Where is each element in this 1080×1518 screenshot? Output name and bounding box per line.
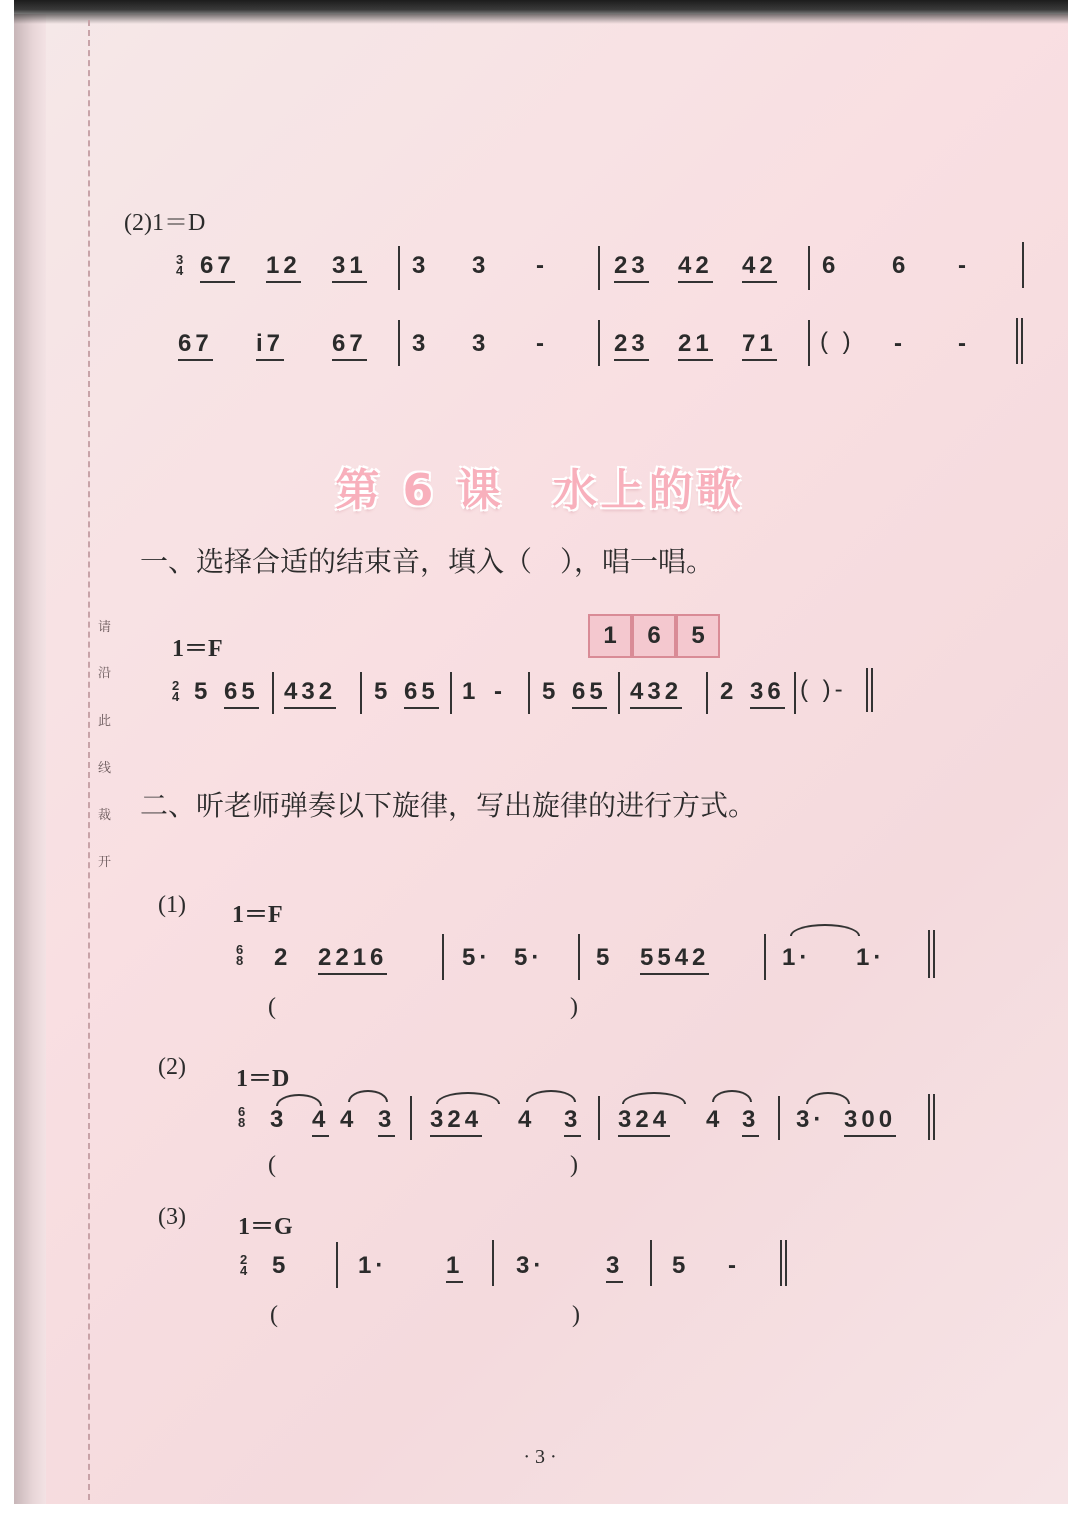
- cut-instruction-char: 线: [98, 761, 112, 776]
- item-label: (1): [158, 892, 186, 918]
- dash: -: [958, 330, 970, 357]
- bar-line: [442, 934, 444, 980]
- bar-line: [336, 1242, 338, 1288]
- cut-instruction-char: 此: [98, 714, 112, 729]
- note-group: i7: [256, 330, 284, 361]
- note: 3: [472, 252, 490, 279]
- final-bar-line: [780, 1240, 787, 1286]
- bar-line: [618, 672, 620, 714]
- answer-open-paren[interactable]: (: [268, 1152, 276, 1178]
- note: 5: [596, 944, 614, 971]
- time-signature: 6 8: [238, 1104, 246, 1130]
- note-group: 65: [572, 678, 607, 709]
- note-group: 67: [178, 330, 213, 361]
- final-bar-line: [928, 1094, 935, 1140]
- note: 3: [472, 330, 490, 357]
- bar-line: [528, 672, 530, 714]
- bar-line: [650, 1240, 652, 1286]
- bar-line: [598, 246, 600, 290]
- note-group: 324: [430, 1106, 482, 1137]
- note: 4: [340, 1106, 358, 1133]
- answer-close-paren[interactable]: ): [570, 994, 578, 1020]
- note: 1·: [358, 1252, 388, 1279]
- note-group: 36: [750, 678, 785, 709]
- note: 3: [606, 1252, 623, 1283]
- note: 6: [892, 252, 910, 279]
- lesson-title: 第 6 课 水上的歌: [335, 465, 745, 516]
- bar-line: [598, 320, 600, 366]
- page-sheet: [14, 14, 1068, 1504]
- answer-close-paren[interactable]: ): [570, 1152, 578, 1178]
- note-group: 31: [332, 252, 367, 283]
- key-signature: 1＝F: [172, 636, 223, 662]
- note-group: 21: [678, 330, 713, 361]
- bar-line: [272, 672, 274, 714]
- note-group: 23: [614, 252, 649, 283]
- dash: -: [728, 1252, 740, 1279]
- note: 5·: [514, 944, 544, 971]
- ending-note-option[interactable]: 6: [632, 614, 676, 658]
- note: 3·: [516, 1252, 546, 1279]
- bar-line: [808, 320, 810, 366]
- answer-open-paren[interactable]: (: [270, 1302, 278, 1328]
- note: 2: [274, 944, 292, 971]
- note: 4: [518, 1106, 536, 1133]
- answer-blank[interactable]: ( ): [820, 328, 855, 355]
- exercise-label: (2)1＝D: [124, 210, 206, 236]
- note: 5: [272, 1252, 290, 1279]
- note: 3·: [796, 1106, 826, 1133]
- note: 5: [374, 678, 392, 705]
- bar-line: [410, 1096, 412, 1140]
- note: 5·: [462, 944, 492, 971]
- note-group: 12: [266, 252, 301, 283]
- dash: -: [894, 330, 906, 357]
- bar-line: [794, 672, 796, 714]
- bar-line: [578, 934, 580, 980]
- note: 5: [672, 1252, 690, 1279]
- bar-line: [1022, 242, 1024, 288]
- final-bar-line: [928, 930, 935, 978]
- bar-line: [808, 246, 810, 290]
- note: 5: [542, 678, 560, 705]
- note-group: 65: [224, 678, 259, 709]
- note: 1·: [856, 944, 886, 971]
- ending-note-option[interactable]: 5: [676, 614, 720, 658]
- final-bar-line: [1016, 318, 1023, 364]
- bar-line: [450, 672, 452, 714]
- note: 3: [378, 1106, 395, 1137]
- key-signature: 1＝D: [236, 1066, 290, 1092]
- page-top-shadow: [14, 0, 1068, 24]
- note-group: 23: [614, 330, 649, 361]
- note: 3: [412, 252, 430, 279]
- dash: -: [536, 252, 548, 279]
- note: 3: [412, 330, 430, 357]
- note: 6: [822, 252, 840, 279]
- cut-instruction-char: 请: [98, 620, 112, 635]
- note: 4: [312, 1106, 329, 1137]
- note-group: 65: [404, 678, 439, 709]
- cut-instruction-char: 裁: [98, 808, 112, 823]
- dash: -: [536, 330, 548, 357]
- note-group: 67: [200, 252, 235, 283]
- note-group: 300: [844, 1106, 896, 1137]
- note: 4: [706, 1106, 724, 1133]
- answer-open-paren[interactable]: (: [268, 994, 276, 1020]
- book-spine: [14, 14, 46, 1504]
- dash: -: [494, 678, 506, 705]
- note: 3: [742, 1106, 759, 1137]
- note-group: 42: [742, 252, 777, 283]
- section-heading: 二、听老师弹奏以下旋律，写出旋律的进行方式。: [140, 789, 757, 822]
- note: 3: [270, 1106, 288, 1133]
- cut-instruction-char: 沿: [98, 666, 112, 681]
- note: 1·: [782, 944, 812, 971]
- cut-instruction-char: 开: [98, 855, 112, 870]
- bar-line: [778, 1096, 780, 1140]
- note-group: 67: [332, 330, 367, 361]
- note-group: 42: [678, 252, 713, 283]
- cut-dashed-line: [88, 20, 90, 1500]
- ending-note-option[interactable]: 1: [588, 614, 632, 658]
- bar-line: [764, 934, 766, 980]
- note: 3: [564, 1106, 581, 1137]
- note-group: 432: [284, 678, 336, 709]
- time-signature: 2 4: [240, 1252, 248, 1278]
- time-signature: 3 4: [176, 252, 184, 278]
- time-signature: 6 8: [236, 942, 244, 968]
- bar-line: [398, 246, 400, 290]
- key-signature: 1＝G: [238, 1214, 293, 1240]
- note-group: 5542: [640, 944, 709, 975]
- section-heading: 一、选择合适的结束音，填入（ ），唱一唱。: [140, 545, 715, 578]
- note-group: 2216: [318, 944, 387, 975]
- note: 1: [446, 1252, 463, 1283]
- note-group: 324: [618, 1106, 670, 1137]
- bar-line: [492, 1240, 494, 1286]
- answer-close-paren[interactable]: ): [572, 1302, 580, 1328]
- bar-line: [706, 672, 708, 714]
- time-signature: 2 4: [172, 678, 180, 704]
- final-bar-line: [866, 668, 873, 712]
- bar-line: [360, 672, 362, 714]
- item-label: (3): [158, 1204, 186, 1230]
- item-label: (2): [158, 1054, 186, 1080]
- bar-line: [598, 1096, 600, 1140]
- dash: -: [958, 252, 970, 279]
- answer-blank[interactable]: ( )-: [800, 676, 847, 703]
- key-signature: 1＝F: [232, 902, 283, 928]
- note-group: 432: [630, 678, 682, 709]
- page-number: · 3 ·: [523, 1446, 557, 1468]
- bar-line: [398, 320, 400, 366]
- note: 1: [462, 678, 480, 705]
- note: 5: [194, 678, 212, 705]
- note-group: 71: [742, 330, 777, 361]
- note: 2: [720, 678, 738, 705]
